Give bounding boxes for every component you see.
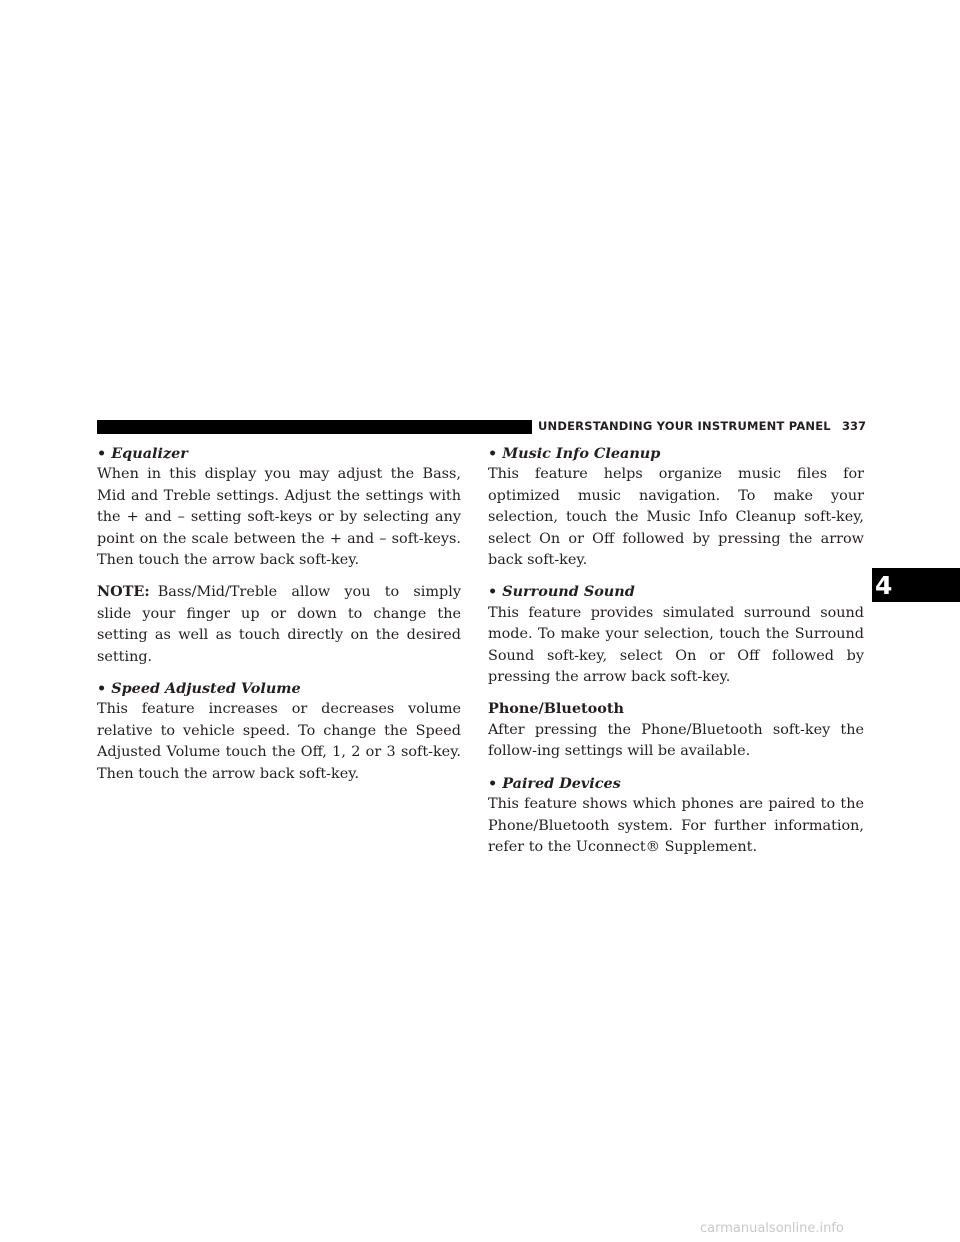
note-body: Bass/Mid/Treble allow you to simply slide your finger up or down to change the setting as well as touch directly on the desired setting. — [97, 584, 461, 665]
music-info-cleanup-body: This feature helps organize music files for optimized music navigation. To make your selection, touch the Music Info Cleanup soft-key, select On or Off followed by pressing the arrow back soft-key. — [488, 466, 864, 569]
bullet-icon: • — [488, 583, 498, 601]
phone-bluetooth-heading: Phone/Bluetooth — [488, 700, 624, 718]
surround-sound-heading: • Surround Sound — [488, 583, 635, 601]
left-column — [97, 443, 461, 785]
equalizer-body: When in this display you may adjust the Bass, Mid and Treble settings. Adjust the settings with the + and – setting soft-keys or by selecting any point on the scale between the + and – soft-keys. Then touch the arrow back soft-key. — [97, 466, 461, 569]
bullet-icon: • — [97, 680, 107, 698]
right-column — [488, 443, 864, 858]
paired-devices-body: This feature shows which phones are paired to the Phone/Bluetooth system. For further information, refer to the Uconnect® Supplement. — [488, 796, 864, 855]
music-info-cleanup-heading: • Music Info Cleanup — [488, 445, 661, 462]
note-paragraph — [97, 581, 461, 668]
chapter-tab: 4 — [872, 568, 960, 602]
header-rule — [97, 420, 532, 434]
running-header-title: UNDERSTANDING YOUR INSTRUMENT PANEL — [538, 419, 831, 433]
paired-devices-heading: • Paired Devices — [488, 774, 621, 792]
bullet-icon: • — [488, 445, 498, 462]
surround-sound-body: This feature provides simulated surround sound mode. To make your selection, touch the Surround Sound soft-key, select On or Off followed by pressing the arrow back soft-key. — [488, 604, 864, 686]
phone-bluetooth-body: After pressing the Phone/Bluetooth soft-key the follow-ing settings will be available. — [488, 721, 864, 760]
note-label: NOTE: — [97, 583, 150, 601]
bullet-icon: • — [488, 774, 498, 792]
speed-adjusted-volume-body: This feature increases or decreases volume relative to vehicle speed. To change the Speed Adjusted Volume touch the Off, 1, 2 or 3 soft-key. Then touch the arrow back soft-key. — [97, 701, 461, 782]
page-number: 337 — [842, 419, 867, 433]
bullet-icon: • — [97, 445, 107, 462]
watermark: carmanualsonline.info — [700, 1221, 844, 1236]
equalizer-heading: • Equalizer — [97, 445, 188, 462]
speed-adjusted-volume-heading: • Speed Adjusted Volume — [97, 680, 301, 698]
